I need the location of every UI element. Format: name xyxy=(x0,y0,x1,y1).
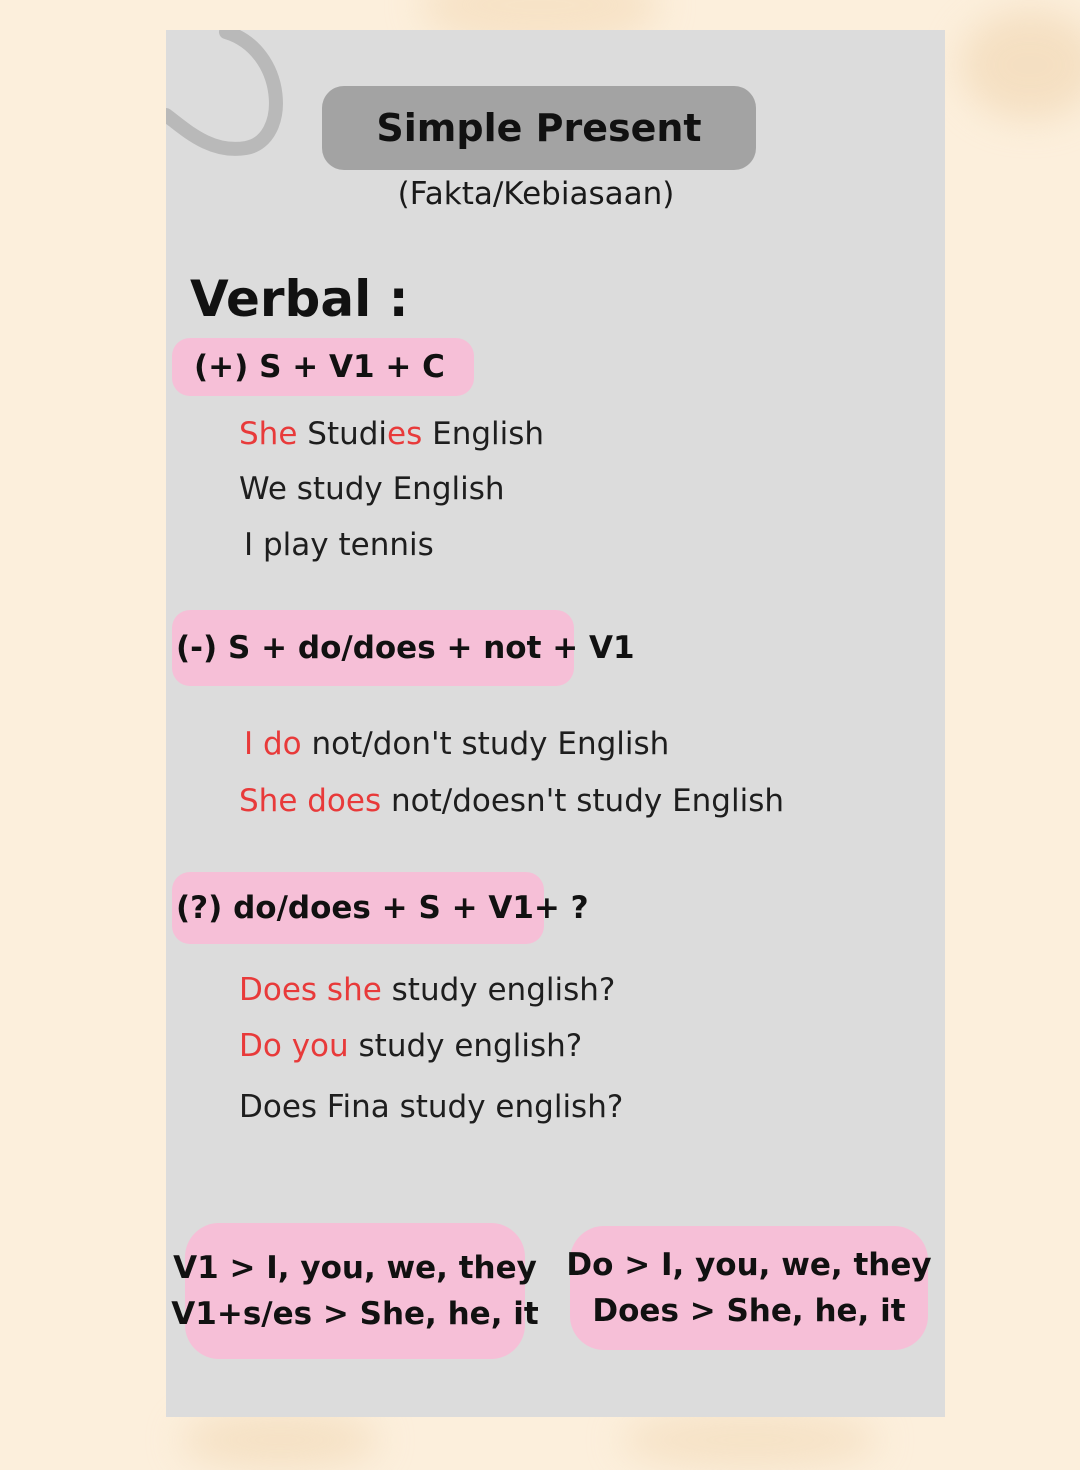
question-example-3: Does Fina study english? xyxy=(239,1089,624,1125)
verb-rule-line-1: V1 > I, you, we, they xyxy=(173,1250,537,1286)
lesson-card xyxy=(166,30,945,1417)
do-does-rule-box xyxy=(566,1226,932,1350)
negative-formula: (-) S + do/does + not + V1 xyxy=(176,630,635,666)
decorative-swirl-icon xyxy=(166,30,296,170)
question-formula: (?) do/does + S + V1+ ? xyxy=(176,890,589,926)
section-heading: Verbal : xyxy=(190,270,409,328)
verb-rule-line-2: V1+s/es > She, he, it xyxy=(171,1296,539,1332)
page-title: Simple Present xyxy=(376,106,702,150)
question-formula-pill xyxy=(172,872,589,944)
positive-example-2: We study English xyxy=(239,471,505,507)
verb-rule-box xyxy=(171,1223,539,1359)
positive-example-1: She Studies English xyxy=(239,416,545,452)
negative-formula-pill xyxy=(172,610,635,686)
do-rule-line-2: Does > She, he, it xyxy=(592,1293,906,1329)
page-subtitle: (Fakta/Kebiasaan) xyxy=(397,176,675,212)
question-example-1: Does she study english? xyxy=(239,972,616,1008)
positive-formula: (+) S + V1 + C xyxy=(194,349,445,385)
positive-example-3: I play tennis xyxy=(244,527,434,563)
background-floral-blob xyxy=(180,1410,380,1470)
do-rule-line-1: Do > I, you, we, they xyxy=(566,1247,932,1283)
negative-example-1: I do not/don't study English xyxy=(244,726,670,762)
positive-formula-pill xyxy=(172,338,474,396)
background-floral-blob xyxy=(960,10,1080,120)
question-example-2: Do you study english? xyxy=(239,1028,583,1064)
background-floral-blob xyxy=(620,1410,880,1470)
title-pill xyxy=(322,86,756,170)
negative-example-2: She does not/doesn't study English xyxy=(239,783,785,819)
